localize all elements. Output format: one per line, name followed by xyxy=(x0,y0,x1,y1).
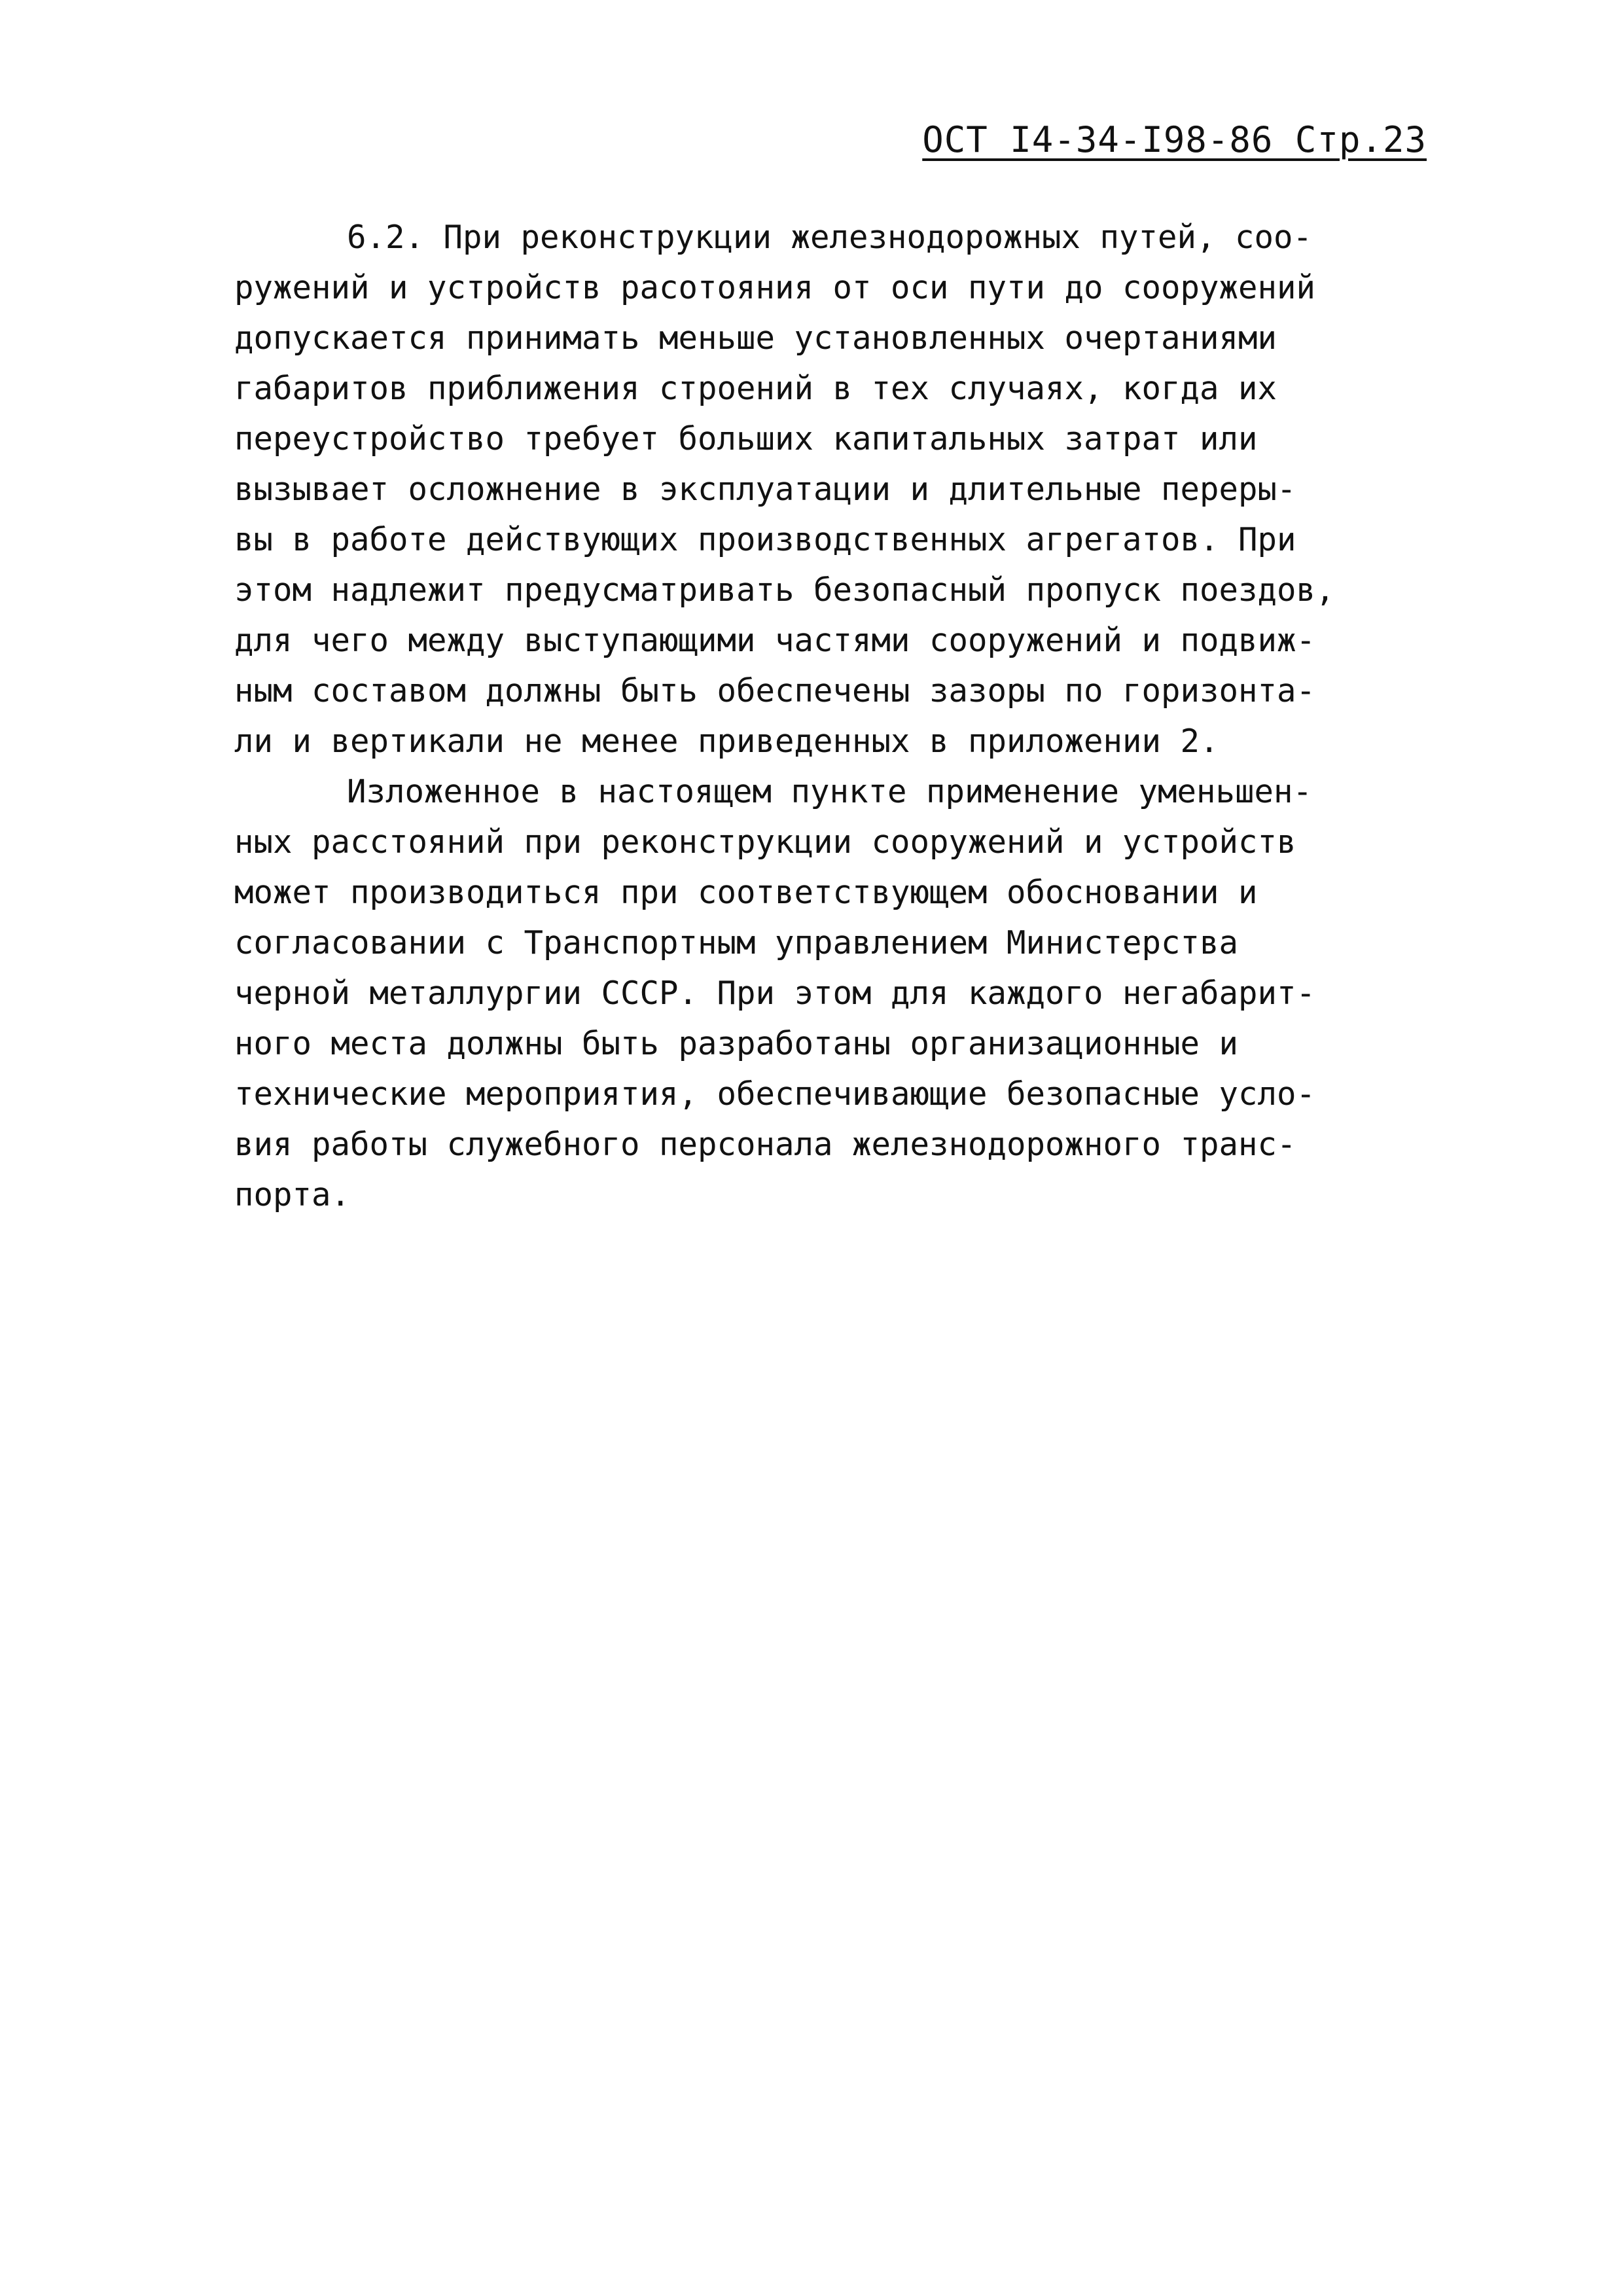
text-line: черной металлургии СССР. При этом для каждого негабарит- xyxy=(234,975,1316,1012)
text-line: переустройство требует больших капитальных затрат или xyxy=(234,420,1258,457)
text-line: допускается принимать меньше установленных очертаниями xyxy=(234,319,1277,357)
text-line: вы в работе действующих производственных агрегатов. При xyxy=(234,521,1296,558)
paragraph-continuation xyxy=(234,766,1406,1220)
text-line: габаритов приближения строений в тех случаях, когда их xyxy=(234,370,1277,407)
text-line: может производиться при соответствующем обосновании и xyxy=(234,874,1258,911)
text-line: Изложенное в настоящем пункте применение уменьшен- xyxy=(347,773,1313,810)
paragraph-6-2 xyxy=(234,212,1406,766)
text-line: ного места должны быть разработаны организационные и xyxy=(234,1025,1239,1062)
text-line: для чего между выступающими частями сооружений и подвиж- xyxy=(234,622,1316,659)
text-line: ли и вертикали не менее приведенных в приложении 2. xyxy=(234,723,1219,760)
text-line: технические мероприятия, обеспечивающие безопасные усло- xyxy=(234,1075,1316,1113)
document-header: ОСТ I4-34-I98-86 Стр.23 xyxy=(922,119,1427,160)
text-line: ружений и устройств расотояния от оси пути до сооружений xyxy=(234,269,1316,306)
text-line: порта. xyxy=(234,1176,351,1213)
text-line: вия работы служебного персонала железнодорожного транс- xyxy=(234,1126,1296,1163)
text-line: согласовании с Транспортным управлением Министерства xyxy=(234,924,1239,961)
text-line: ным составом должны быть обеспечены зазоры по горизонта- xyxy=(234,672,1316,709)
text-line: вызывает осложнение в эксплуатации и длительные переры- xyxy=(234,471,1296,508)
text-line: этом надлежит предусматривать безопасный пропуск поездов, xyxy=(234,571,1335,609)
text-line: 6.2. При реконструкции железнодорожных путей, соо- xyxy=(347,219,1313,256)
text-line: ных расстояний при реконструкции сооружений и устройств xyxy=(234,823,1296,861)
document-body xyxy=(234,212,1406,1220)
